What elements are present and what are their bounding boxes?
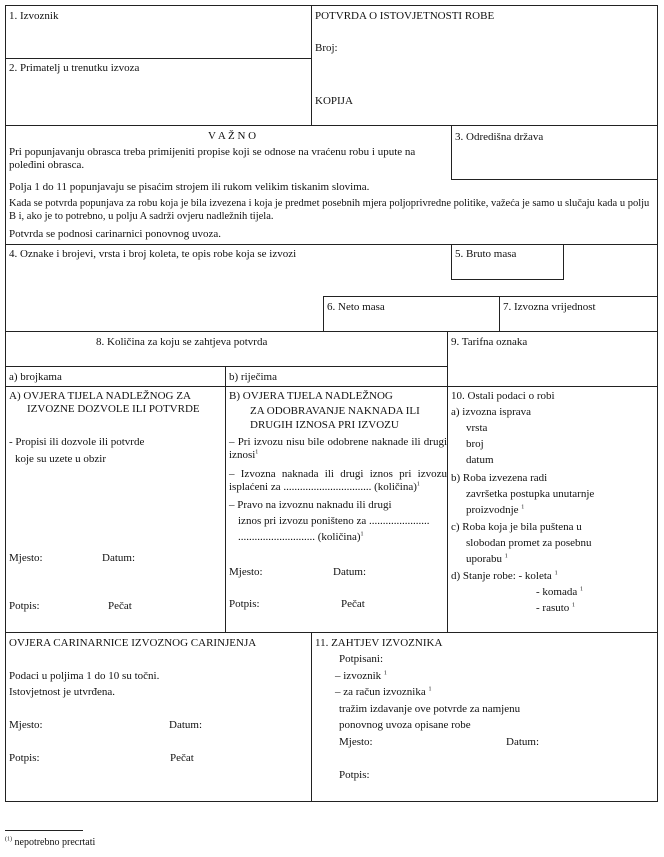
important-para-3: Kada se potvrda popunjava za robu koja je bila izvezena i koja je predmet posebnih mjera poljoprivredne politike, važeća je samo u slučaju kada u polju B i, ako je to potrebno, u polju A sadrži ovjeru nadležnih tijela. — [9, 198, 650, 222]
important-para-4: Potvrda se podnosi carinarnici ponovnog uvoza. — [9, 228, 222, 240]
form-title: POTVRDA O ISTOVJETNOSTI ROBE — [315, 10, 495, 22]
in-words-label: b) riječima — [229, 371, 277, 383]
customs-stamp: Pečat — [170, 752, 194, 764]
section-b-stamp: Pečat — [341, 598, 365, 610]
exporter-label: 1. Izvoznik — [9, 10, 59, 22]
important-para-2: Polja 1 do 11 popunjavaju se pisaćim strojem ili rukom velikim tiskanim slovima. — [9, 181, 370, 193]
undersigned-label: Potpisani: — [339, 653, 384, 665]
section-b-item-1: – Pri izvozu nisu bile odobrene naknade ili drugi iznosi$^1$ — [229, 436, 447, 461]
section-b-item-3b: iznos pri izvozu poništeno za ...................... — [238, 515, 430, 527]
inward-processing-1: b) Roba izvezena radi — [451, 472, 548, 484]
customs-line-1: Podaci u poljima 1 do 10 su točni. — [9, 670, 160, 682]
section-b-item-3a: – Pravo na izvoznu naknadu ili drugi — [229, 499, 392, 511]
footnote-text: nepotrebno precrtati — [14, 837, 96, 848]
important-heading: V A Ž N O — [208, 130, 257, 142]
request-line-2: ponovnog uvoza opisane robe — [339, 719, 471, 731]
section-a-stamp: Pečat — [108, 600, 132, 612]
export-document-label: a) izvozna isprava — [451, 406, 532, 418]
footnote — [5, 836, 95, 849]
section-a-date: Datum: — [102, 552, 135, 564]
inward-processing-2: završetka postupka unutarnje — [466, 488, 595, 500]
export-document-date: datum — [466, 454, 494, 466]
section-b-signature: Potpis: — [229, 598, 260, 610]
customs-signature: Potpis: — [9, 752, 40, 764]
inward-processing-3: proizvodnje $^1$ — [466, 504, 525, 516]
section-b-title-2: ZA ODOBRAVANJE NAKNADA ILI — [250, 405, 420, 417]
goods-state-pieces: - komada $^1$ — [536, 586, 583, 598]
section-a-title-1: A) OVJERA TIJELA NADLEŽNOG ZA — [9, 390, 191, 402]
section-a-place: Mjesto: — [9, 552, 43, 564]
export-document-type: vrsta — [466, 422, 488, 434]
consignee-label: 2. Primatelj u trenutku izvoza — [9, 62, 140, 74]
on-behalf-of-exporter: – za račun izvoznika $^1$ — [335, 686, 432, 698]
section-a-item-1: - Propisi ili dozvole ili potvrde — [9, 436, 145, 448]
section-a-title-2: IZVOZNE DOZVOLE ILI POTVRDE — [27, 403, 200, 415]
exporter-request-title: 11. ZAHTJEV IZVOZNIKA — [315, 637, 443, 649]
customs-place: Mjesto: — [9, 719, 43, 731]
section-a-signature: Potpis: — [9, 600, 40, 612]
copy-label: KOPIJA — [315, 95, 353, 107]
free-circulation-3: uporabu $^1$ — [466, 553, 508, 565]
tariff-label: 9. Tarifna oznaka — [451, 336, 528, 348]
important-para-1: Pri popunjavanju obrasca treba primijeniti propise koji se odnose na vraćenu robu i upute na poleđini obrasca. — [9, 146, 416, 171]
export-document-number: broj — [466, 438, 484, 450]
in-figures-label: a) brojkama — [9, 371, 62, 383]
as-exporter: – izvoznik $^1$ — [335, 670, 387, 682]
free-circulation-1: c) Roba koja je bila puštena u — [451, 521, 582, 533]
section-b-item-3c: ............................ (količina)$^1$ — [238, 531, 364, 543]
quantity-label: 8. Količina za koju se zahtjeva potvrda — [96, 336, 268, 348]
section-b-date: Datum: — [333, 566, 366, 578]
customs-line-2: Istovjetnost je utvrđena. — [9, 686, 116, 698]
marks-description-label: 4. Oznake i brojevi, vrsta i broj koleta, te opis robe koja se izvozi — [9, 248, 297, 260]
customs-date: Datum: — [169, 719, 202, 731]
number-label: Broj: — [315, 42, 338, 54]
exporter-place: Mjesto: — [339, 736, 373, 748]
goods-state-packages: d) Stanje robe: - koleta $^1$ — [451, 570, 558, 582]
goods-state-bulk: - rasuto $^1$ — [536, 602, 576, 614]
section-b-title-3: DRUGIH IZNOSA PRI IZVOZU — [250, 419, 399, 431]
exporter-signature: Potpis: — [339, 769, 370, 781]
section-b-title-1: B) OVJERA TIJELA NADLEŽNOG — [229, 390, 393, 402]
section-b-place: Mjesto: — [229, 566, 263, 578]
section-a-item-2: koje su uzete u obzir — [15, 453, 107, 465]
footnote-mark: (1) — [5, 836, 12, 843]
request-line-1: tražim izdavanje ove potvrde za namjenu — [339, 703, 521, 715]
customs-title: OVJERA CARINARNICE IZVOZNOG CARINJENJA — [9, 637, 257, 649]
gross-mass-label: 5. Bruto masa — [455, 248, 517, 260]
exporter-date: Datum: — [506, 736, 539, 748]
other-details-title: 10. Ostali podaci o robi — [451, 390, 555, 402]
destination-label: 3. Odredišna država — [455, 131, 544, 143]
net-mass-label: 6. Neto masa — [327, 301, 385, 313]
free-circulation-2: slobodan promet za posebnu — [466, 537, 592, 549]
export-value-label: 7. Izvozna vrijednost — [503, 301, 596, 313]
section-b-item-2: – Izvozna naknada ili drugi iznos pri izvozu isplaćeni za ................................ (količina)$^1$ — [229, 468, 447, 493]
